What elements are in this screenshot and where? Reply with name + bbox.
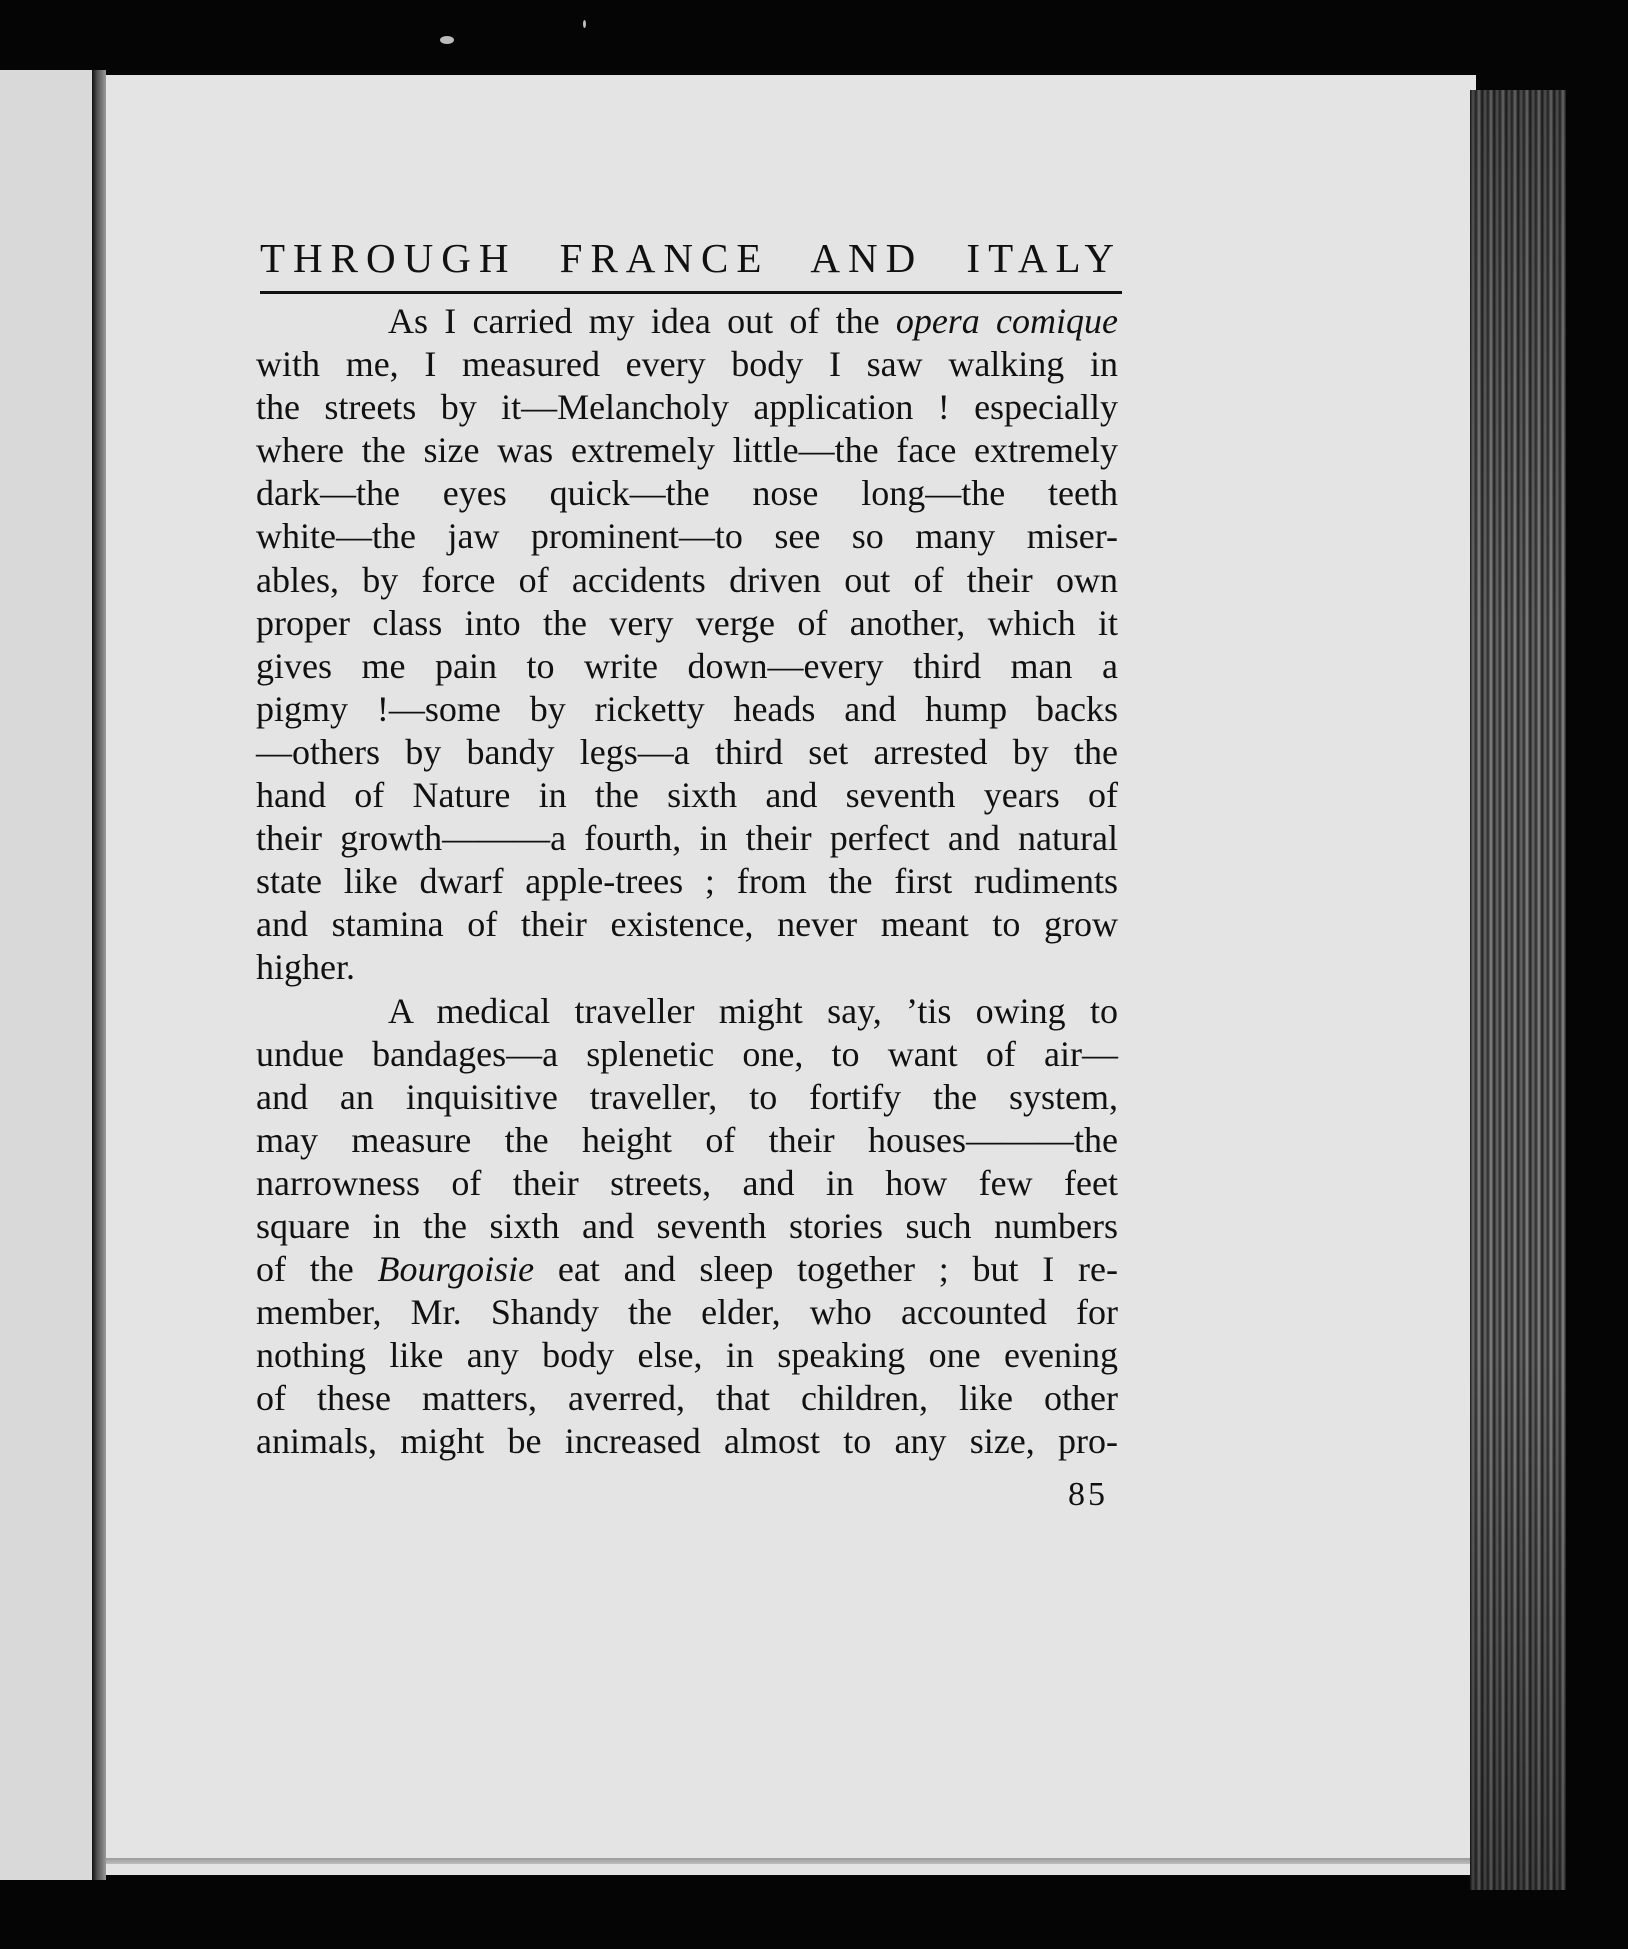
- text-line: dark—the eyes quick—the nose long—the teeth: [256, 473, 1118, 514]
- text-line: higher.: [256, 947, 355, 988]
- text-line: pigmy !—some by ricketty heads and hump backs: [256, 688, 1118, 729]
- text-line: undue bandages—a splenetic one, to want of air—: [256, 1033, 1118, 1074]
- text-line: narrowness of their streets, and in how few feet: [256, 1162, 1118, 1203]
- text-line: state like dwarf apple-trees ; from the first rudiments: [256, 861, 1118, 902]
- text-line: proper class into the very verge of another, which it: [256, 602, 1118, 643]
- text-line: ables, by force of accidents driven out of their own: [256, 559, 1118, 600]
- text-line: white—the jaw prominent—to see so many miser-: [256, 516, 1118, 557]
- text-line: member, Mr. Shandy the elder, who accounted for: [256, 1292, 1118, 1333]
- scan-speck: [440, 36, 454, 44]
- italic-phrase: opera comique: [895, 301, 1119, 341]
- text-line: animals, might be increased almost to any size, pro-: [256, 1421, 1118, 1462]
- text-line: their growth———a fourth, in their perfect and natural: [256, 818, 1118, 859]
- running-head: THROUGH FRANCE AND ITALY: [260, 235, 1122, 281]
- text-line: square in the sixth and seventh stories such numbers: [256, 1205, 1118, 1246]
- text-line: may measure the height of their houses———the: [256, 1119, 1118, 1160]
- fore-edge-shadow: [1470, 90, 1566, 1890]
- text-line: —others by bandy legs—a third set arrested by the: [256, 731, 1118, 772]
- italic-phrase: Bourgoisie: [377, 1249, 535, 1290]
- text-line: and stamina of their existence, never meant to grow: [256, 904, 1118, 945]
- book-gutter: [92, 70, 106, 1880]
- text-line: gives me pain to write down—every third man a: [256, 645, 1118, 686]
- text-line: of these matters, averred, that children, like other: [256, 1378, 1118, 1419]
- text-line: A medical traveller might say, ’tis owing to: [388, 990, 1118, 1031]
- text-line: hand of Nature in the sixth and seventh years of: [256, 775, 1118, 816]
- text-line: where the size was extremely little—the face extremely: [256, 430, 1118, 471]
- text-line: the streets by it—Melancholy application ! especially: [256, 387, 1118, 428]
- facing-page-edge: [0, 70, 103, 1880]
- text-line: and an inquisitive traveller, to fortify the system,: [256, 1076, 1118, 1117]
- text-line: nothing like any body else, in speaking one evening: [256, 1335, 1118, 1376]
- body-text: [256, 300, 1118, 1464]
- running-head-rule: [260, 291, 1122, 294]
- text-line: of the Bourgoisie eat and sleep together ; but I re-: [256, 1249, 1118, 1290]
- page-bottom-edge: [106, 1858, 1476, 1864]
- text-line: with me, I measured every body I saw walking in: [256, 344, 1118, 385]
- scan-speck: [583, 20, 586, 28]
- text-line: As I carried my idea out of the opera comique: [388, 301, 1119, 341]
- page-number: 85: [1068, 1476, 1108, 1513]
